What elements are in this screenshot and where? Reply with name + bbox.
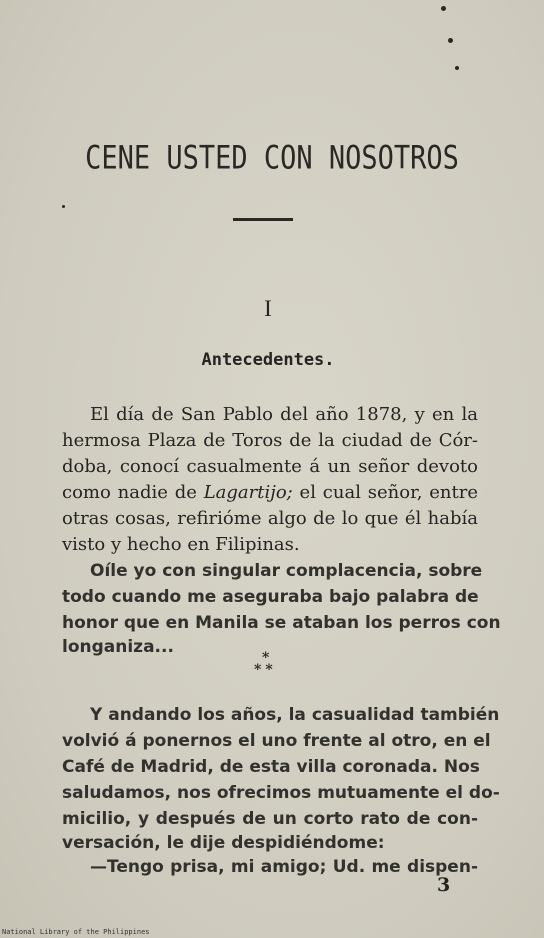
body-line: todo cuando me aseguraba bajo palabra de: [62, 587, 479, 607]
chapter-title: Antecedentes.: [201, 350, 335, 370]
page-title: CENE USTED CON NOSOTROS: [85, 140, 459, 177]
section-separator: *: [262, 650, 270, 666]
chapter-number: I: [264, 296, 272, 321]
footer-credit: National Library of the Philippines: [2, 928, 150, 936]
body-line: volvió á ponernos el uno frente al otro, en el: [62, 731, 491, 751]
body-line: Y andando los años, la casualidad también: [90, 705, 500, 725]
title-divider: [233, 218, 293, 221]
body-line: honor que en Manila se ataban los perros con: [62, 613, 501, 633]
body-line: longaniza...: [62, 637, 174, 657]
body-line: hermosa Plaza de Toros de la ciudad de Cór-: [62, 430, 478, 451]
body-line: Café de Madrid, de esta villa coronada. Nos: [62, 757, 480, 777]
body-line: otras cosas, refirióme algo de lo que él había: [62, 508, 478, 529]
ink-speck: [455, 66, 459, 70]
ink-speck: [448, 38, 453, 43]
body-line: El día de San Pablo del año 1878, y en la: [90, 404, 478, 425]
ink-speck: [62, 205, 65, 208]
body-line: —Tengo prisa, mi amigo; Ud. me dispen-: [90, 857, 478, 877]
body-line: doba, conocí casualmente á un señor devoto: [62, 456, 478, 477]
body-line: como nadie de Lagartijo; el cual señor, entre: [62, 482, 478, 503]
body-line: micilio, y después de un corto rato de con-: [62, 809, 478, 829]
italic-name: Lagartijo;: [203, 482, 293, 503]
body-line: versación, le dije despidiéndome:: [62, 833, 385, 853]
section-separator: **: [254, 662, 277, 678]
body-line: Oíle yo con singular complacencia, sobre: [90, 561, 483, 581]
ink-speck: [441, 6, 446, 11]
page-number: 3: [437, 874, 451, 896]
body-line: visto y hecho en Filipinas.: [62, 534, 300, 555]
body-line: saludamos, nos ofrecimos mutuamente el do-: [62, 783, 500, 803]
